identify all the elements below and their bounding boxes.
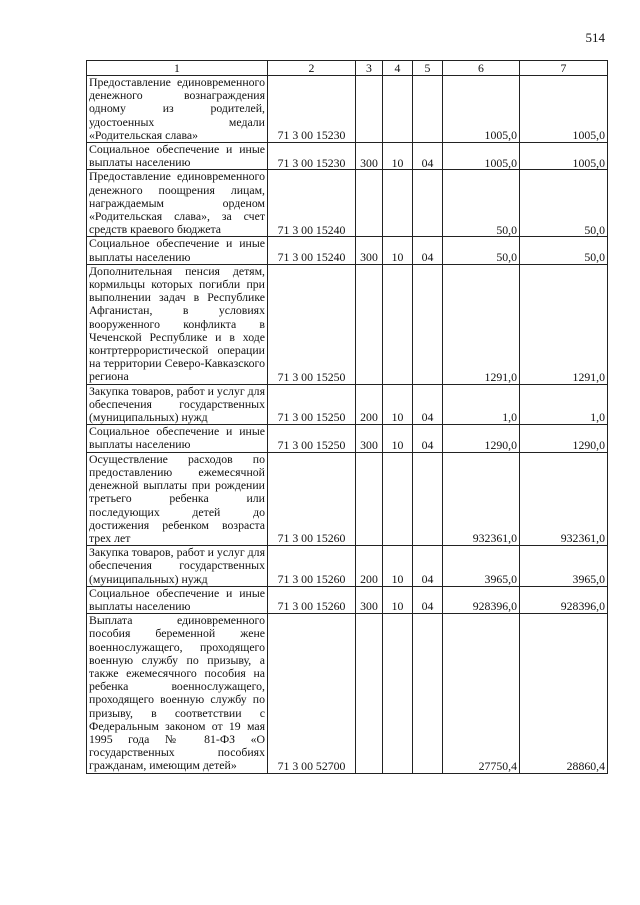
- expense-type-code: 200: [356, 384, 383, 425]
- section-code: 10: [383, 425, 413, 452]
- column-header: 6: [443, 61, 520, 76]
- table-row: [87, 264, 608, 384]
- amount-year-2: 932361,0: [520, 452, 608, 545]
- amount-year-1: 1,0: [443, 384, 520, 425]
- subsection-code: 04: [413, 586, 443, 613]
- amount-year-2: 1005,0: [520, 76, 608, 143]
- amount-year-2: 50,0: [520, 237, 608, 264]
- row-description: Закупка товаров, работ и услуг для обеспечения государственных (муниципальных) нужд: [87, 384, 268, 425]
- target-article-code: 71 3 00 15250: [268, 384, 356, 425]
- expense-type-code: [356, 76, 383, 143]
- row-description: Социальное обеспечение и иные выплаты населению: [87, 586, 268, 613]
- section-code: 10: [383, 143, 413, 170]
- column-header: 1: [87, 61, 268, 76]
- amount-year-1: 27750,4: [443, 614, 520, 773]
- expense-type-code: 300: [356, 143, 383, 170]
- amount-year-2: 1290,0: [520, 425, 608, 452]
- expense-type-code: 300: [356, 237, 383, 264]
- target-article-code: 71 3 00 15250: [268, 264, 356, 384]
- table-row: [87, 452, 608, 545]
- table-row: [87, 546, 608, 587]
- row-description: Осуществление расходов по предоставлению ежемесячной денежной выплаты при рождении третьего ребенка или последующих детей до достижения ребенком возраста трех лет: [87, 452, 268, 545]
- row-description: Выплата единовременного пособия беременной жене военнослужащего, проходящего военную службу по призыву, а также ежемесячного пособия на ребенка военнослужащего, проходящего военную службу по призыву, в соответствии с Федеральным законом от 19 мая 1995 года № 81-ФЗ «О государственных пособиях гражданам, имеющим детей»: [87, 614, 268, 773]
- section-code: [383, 264, 413, 384]
- table-row: [87, 143, 608, 170]
- amount-year-1: 50,0: [443, 237, 520, 264]
- section-code: 10: [383, 384, 413, 425]
- section-code: 10: [383, 237, 413, 264]
- subsection-code: [413, 452, 443, 545]
- subsection-code: 04: [413, 237, 443, 264]
- column-header: 3: [356, 61, 383, 76]
- section-code: [383, 452, 413, 545]
- row-description: Предоставление единовременного денежного вознаграждения одному из родителей, удостоенных медали «Родительская слава»: [87, 76, 268, 143]
- header-row: [87, 61, 608, 76]
- row-description: Социальное обеспечение и иные выплаты населению: [87, 237, 268, 264]
- section-code: 10: [383, 586, 413, 613]
- target-article-code: 71 3 00 15260: [268, 586, 356, 613]
- amount-year-1: 3965,0: [443, 546, 520, 587]
- subsection-code: 04: [413, 546, 443, 587]
- subsection-code: 04: [413, 425, 443, 452]
- amount-year-2: 928396,0: [520, 586, 608, 613]
- subsection-code: [413, 76, 443, 143]
- column-header: 5: [413, 61, 443, 76]
- subsection-code: [413, 170, 443, 237]
- expense-type-code: 200: [356, 546, 383, 587]
- amount-year-1: 928396,0: [443, 586, 520, 613]
- table-row: [87, 614, 608, 773]
- target-article-code: 71 3 00 15260: [268, 546, 356, 587]
- row-description: Закупка товаров, работ и услуг для обеспечения государственных (муниципальных) нужд: [87, 546, 268, 587]
- amount-year-2: 28860,4: [520, 614, 608, 773]
- table-row: [87, 170, 608, 237]
- table-row: [87, 384, 608, 425]
- expense-type-code: [356, 170, 383, 237]
- section-code: [383, 76, 413, 143]
- page-number: 514: [585, 30, 605, 45]
- expense-type-code: 300: [356, 586, 383, 613]
- column-header: 2: [268, 61, 356, 76]
- column-header: 4: [383, 61, 413, 76]
- column-header: 7: [520, 61, 608, 76]
- section-code: [383, 170, 413, 237]
- amount-year-1: 1291,0: [443, 264, 520, 384]
- subsection-code: 04: [413, 384, 443, 425]
- target-article-code: 71 3 00 52700: [268, 614, 356, 773]
- row-description: Предоставление единовременного денежного поощрения лицам, награждаемым орденом «Родительская слава», за счет средств краевого бюджета: [87, 170, 268, 237]
- table-row: [87, 586, 608, 613]
- amount-year-1: 50,0: [443, 170, 520, 237]
- amount-year-2: 50,0: [520, 170, 608, 237]
- table-row: [87, 237, 608, 264]
- amount-year-2: 1005,0: [520, 143, 608, 170]
- row-description: Социальное обеспечение и иные выплаты населению: [87, 425, 268, 452]
- section-code: 10: [383, 546, 413, 587]
- amount-year-2: 1291,0: [520, 264, 608, 384]
- expense-type-code: [356, 614, 383, 773]
- amount-year-2: 1,0: [520, 384, 608, 425]
- expense-type-code: [356, 264, 383, 384]
- row-description: Социальное обеспечение и иные выплаты населению: [87, 143, 268, 170]
- expense-type-code: 300: [356, 425, 383, 452]
- row-description: Дополнительная пенсия детям, кормильцы которых погибли при выполнении задач в Республике Афганистан, в условиях вооруженного конфликта в Чеченской Республике и в ходе контртеррористической операции на территории Северо-Кавказского региона: [87, 264, 268, 384]
- amount-year-1: 1290,0: [443, 425, 520, 452]
- amount-year-1: 1005,0: [443, 76, 520, 143]
- target-article-code: 71 3 00 15240: [268, 237, 356, 264]
- table-row: [87, 76, 608, 143]
- budget-table: [86, 60, 608, 774]
- section-code: [383, 614, 413, 773]
- table-row: [87, 425, 608, 452]
- subsection-code: [413, 264, 443, 384]
- subsection-code: [413, 614, 443, 773]
- target-article-code: 71 3 00 15240: [268, 170, 356, 237]
- subsection-code: 04: [413, 143, 443, 170]
- target-article-code: 71 3 00 15230: [268, 143, 356, 170]
- amount-year-1: 1005,0: [443, 143, 520, 170]
- target-article-code: 71 3 00 15260: [268, 452, 356, 545]
- amount-year-2: 3965,0: [520, 546, 608, 587]
- target-article-code: 71 3 00 15250: [268, 425, 356, 452]
- amount-year-1: 932361,0: [443, 452, 520, 545]
- expense-type-code: [356, 452, 383, 545]
- target-article-code: 71 3 00 15230: [268, 76, 356, 143]
